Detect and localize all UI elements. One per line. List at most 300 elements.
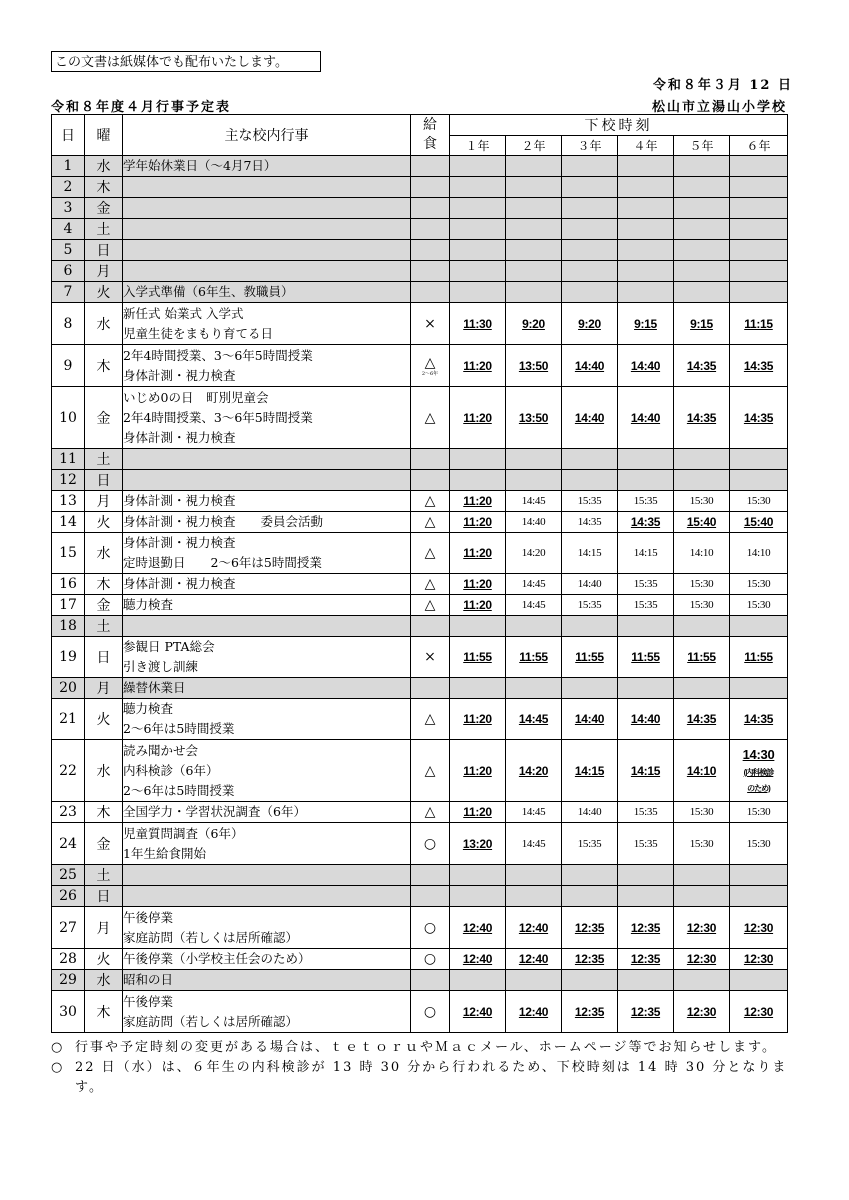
time-value: 11:15 [744, 316, 773, 331]
dismissal-time [562, 574, 618, 595]
weekday: 火 [85, 949, 123, 970]
events-cell [123, 886, 411, 907]
weekday: 月 [85, 907, 123, 949]
note-item [51, 1058, 799, 1098]
dismissal-time [506, 533, 562, 574]
events-cell [123, 156, 411, 177]
dismissal-time [618, 616, 674, 637]
time-value: 14:40 [574, 712, 605, 726]
time-value: 12:40 [462, 952, 493, 966]
dismissal-time [506, 198, 562, 219]
event-line: 引き渡し訓練 [123, 659, 199, 674]
lunch-cell [411, 907, 450, 949]
dismissal-time [562, 491, 618, 512]
lunch-cell [411, 198, 450, 219]
dismissal-time [674, 637, 730, 678]
time-value: 14:35 [743, 358, 774, 373]
time-value: 15:30 [689, 599, 714, 611]
weekday: 木 [85, 574, 123, 595]
time-value: 11:20 [463, 494, 492, 508]
dismissal-time [674, 699, 730, 740]
event-line: 聴力検査 [123, 701, 174, 716]
notes [51, 1038, 799, 1098]
time-value: 15:35 [633, 578, 658, 590]
day-number: 6 [52, 261, 85, 282]
dismissal-time [674, 177, 730, 198]
dismissal-time [450, 512, 506, 533]
time-value: 14:45 [518, 712, 549, 726]
lunch-cell [411, 491, 450, 512]
time-value: 11:55 [519, 650, 548, 664]
note-text: 22 日（水）は、６年生の内科検診が 13 時 30 分から行われるため、下校時刻は 14 時 30 分となります。 [75, 1060, 788, 1095]
dismissal-time [674, 240, 730, 261]
time-value: 15:35 [577, 837, 602, 850]
issue-date: 令和８年３月 12 日 [652, 78, 793, 93]
time-value: 12:35 [574, 1004, 605, 1019]
dismissal-time [562, 991, 618, 1033]
dismissal-time [562, 823, 618, 865]
time-value: 13:50 [518, 410, 549, 425]
time-value: 14:35 [686, 712, 717, 726]
dismissal-time [618, 949, 674, 970]
dismissal-time [730, 261, 788, 282]
dismissal-time [730, 907, 788, 949]
dismissal-time [618, 449, 674, 470]
dismissal-time [450, 595, 506, 616]
time-value: 11:30 [463, 316, 492, 331]
lunch-cell [411, 699, 450, 740]
dismissal-time [674, 345, 730, 387]
dismissal-time [450, 156, 506, 177]
time-value: 11:20 [463, 763, 492, 778]
schedule-row [52, 970, 788, 991]
events-cell [123, 177, 411, 198]
dismissal-time [618, 512, 674, 533]
time-value: 14:40 [577, 578, 602, 590]
time-value: 11:20 [463, 598, 492, 612]
dismissal-time [506, 574, 562, 595]
event-line: 2～6年は5時間授業 [123, 721, 235, 736]
day-number: 11 [52, 449, 85, 470]
dismissal-time [450, 282, 506, 303]
event-line: 2年4時間授業、3～6年5時間授業 [123, 347, 313, 363]
time-value: 11:55 [687, 650, 716, 664]
dismissal-time [618, 198, 674, 219]
dismissal-time [674, 261, 730, 282]
time-value: 14:15 [630, 763, 661, 778]
time-value: 14:40 [630, 358, 661, 373]
dismissal-time [562, 970, 618, 991]
events-cell [123, 491, 411, 512]
time-value: 11:20 [463, 515, 492, 529]
dismissal-time [674, 949, 730, 970]
schedule-row [52, 886, 788, 907]
header-events: 主な校内行事 [123, 115, 411, 156]
events-cell [123, 219, 411, 240]
time-value: 14:45 [521, 837, 546, 850]
event-line: 午後停業 [123, 909, 174, 925]
events-cell [123, 449, 411, 470]
lunch-mark: × [424, 315, 436, 332]
event-line: 繰替休業日 [123, 680, 186, 695]
dismissal-time [450, 970, 506, 991]
dismissal-time [506, 449, 562, 470]
dismissal-time [618, 740, 674, 802]
dismissal-time [506, 512, 562, 533]
day-number: 22 [52, 740, 85, 802]
weekday: 火 [85, 699, 123, 740]
schedule-row [52, 907, 788, 949]
day-number: 4 [52, 219, 85, 240]
dismissal-time [506, 637, 562, 678]
events-cell [123, 949, 411, 970]
time-value: 15:30 [746, 806, 771, 818]
lunch-mark: ○ [423, 951, 437, 967]
schedule-row [52, 616, 788, 637]
dismissal-time [618, 802, 674, 823]
dismissal-time [450, 470, 506, 491]
time-value: 14:40 [630, 410, 661, 425]
day-number: 16 [52, 574, 85, 595]
time-value: 12:40 [518, 920, 549, 935]
lunch-cell [411, 616, 450, 637]
events-cell [123, 512, 411, 533]
dismissal-time [618, 823, 674, 865]
time-value: 14:10 [746, 547, 771, 559]
time-value: 11:20 [463, 358, 492, 373]
dismissal-time [730, 637, 788, 678]
event-line: 身体計測・視力検査 [123, 576, 236, 591]
dismissal-time [674, 823, 730, 865]
dismissal-time [450, 240, 506, 261]
schedule-row [52, 449, 788, 470]
dismissal-time [506, 865, 562, 886]
time-value: 9:15 [634, 316, 657, 331]
event-line: 昭和の日 [123, 972, 174, 987]
day-number: 1 [52, 156, 85, 177]
dismissal-time [674, 802, 730, 823]
lunch-cell [411, 970, 450, 991]
dismissal-time [618, 303, 674, 345]
dismissal-time [618, 595, 674, 616]
day-number: 27 [52, 907, 85, 949]
dismissal-time [730, 740, 788, 802]
events-cell [123, 616, 411, 637]
dismissal-time [618, 345, 674, 387]
time-value: 14:15 [577, 547, 602, 559]
day-number: 3 [52, 198, 85, 219]
lunch-mark: × [424, 649, 436, 665]
dismissal-time [562, 533, 618, 574]
weekday: 木 [85, 802, 123, 823]
dismissal-time [450, 303, 506, 345]
events-cell [123, 907, 411, 949]
header-grade-6: ６年 [730, 136, 788, 156]
event-line: いじめ0の日 町別児童会 [123, 389, 269, 405]
events-cell [123, 637, 411, 678]
weekday: 金 [85, 387, 123, 449]
schedule-row [52, 470, 788, 491]
dismissal-time [730, 282, 788, 303]
time-value: 14:40 [521, 516, 546, 528]
dismissal-time [506, 886, 562, 907]
dismissal-time [618, 865, 674, 886]
dismissal-time [618, 637, 674, 678]
events-cell [123, 595, 411, 616]
weekday: 木 [85, 345, 123, 387]
weekday: 月 [85, 678, 123, 699]
dismissal-time [618, 533, 674, 574]
time-value: 15:35 [633, 837, 658, 850]
dismissal-time [450, 198, 506, 219]
dismissal-time [730, 616, 788, 637]
lunch-cell [411, 533, 450, 574]
event-line: 聴力検査 [123, 597, 174, 612]
day-number: 5 [52, 240, 85, 261]
dismissal-time [674, 156, 730, 177]
dismissal-time [506, 470, 562, 491]
day-number: 12 [52, 470, 85, 491]
time-value: 12:30 [743, 920, 774, 935]
event-line: 参観日 PTA総会 [123, 639, 215, 654]
dismissal-time [450, 678, 506, 699]
dismissal-time [562, 865, 618, 886]
event-line: 2年4時間授業、3～6年5時間授業 [123, 409, 313, 425]
schedule-row [52, 595, 788, 616]
time-value: 11:20 [463, 577, 492, 591]
dismissal-time [506, 699, 562, 740]
weekday: 日 [85, 886, 123, 907]
dismissal-time [730, 865, 788, 886]
lunch-cell [411, 802, 450, 823]
weekday: 水 [85, 740, 123, 802]
events-cell [123, 240, 411, 261]
day-number: 23 [52, 802, 85, 823]
dismissal-time [674, 491, 730, 512]
dismissal-time [674, 907, 730, 949]
dismissal-time [730, 574, 788, 595]
dismissal-time [506, 616, 562, 637]
dismissal-time [618, 219, 674, 240]
dismissal-time [674, 198, 730, 219]
dismissal-time [506, 303, 562, 345]
dismissal-time [562, 886, 618, 907]
dismissal-time [450, 491, 506, 512]
event-line: 1年生給食開始 [123, 845, 206, 861]
dismissal-time [506, 595, 562, 616]
event-line: 2～6年は5時間授業 [123, 782, 235, 798]
dismissal-time [562, 470, 618, 491]
time-value: 14:35 [743, 712, 774, 726]
dismissal-time [562, 449, 618, 470]
time-value: 14:20 [521, 547, 546, 559]
time-value: 14:40 [574, 410, 605, 425]
time-value: 14:10 [686, 763, 717, 778]
lunch-mark: △ [424, 711, 436, 727]
lunch-mark: △ [424, 514, 436, 530]
event-line: 身体計測・視力検査 [123, 535, 236, 550]
dismissal-time [506, 678, 562, 699]
weekday: 金 [85, 198, 123, 219]
dismissal-time [618, 387, 674, 449]
dismissal-time [450, 991, 506, 1033]
dismissal-time [562, 240, 618, 261]
time-value: 12:35 [574, 920, 605, 935]
dismissal-time [618, 678, 674, 699]
dismissal-time [506, 907, 562, 949]
schedule-row [52, 802, 788, 823]
header-grade-5: ５年 [674, 136, 730, 156]
event-line: 午後停業 [123, 993, 174, 1009]
events-cell [123, 823, 411, 865]
time-value: 11:55 [744, 650, 773, 664]
note-mark: ○ [51, 1060, 65, 1075]
day-number: 21 [52, 699, 85, 740]
event-line: 入学式準備（6年生、教職員） [123, 284, 294, 299]
lunch-cell [411, 823, 450, 865]
time-value: 11:55 [463, 650, 492, 664]
day-number: 20 [52, 678, 85, 699]
schedule-row [52, 533, 788, 574]
note-item [51, 1038, 799, 1058]
dismissal-time [618, 261, 674, 282]
weekday: 月 [85, 261, 123, 282]
dismissal-time [562, 595, 618, 616]
dismissal-time [730, 970, 788, 991]
dismissal-time [730, 802, 788, 823]
dismissal-time [674, 865, 730, 886]
dismissal-time [562, 219, 618, 240]
dismissal-time [730, 678, 788, 699]
event-line: 全国学力・学習状況調査（6年） [123, 804, 306, 819]
schedule-row [52, 823, 788, 865]
schedule-row [52, 345, 788, 387]
dismissal-time [674, 387, 730, 449]
time-value: 14:15 [574, 763, 605, 778]
weekday: 水 [85, 303, 123, 345]
time-value: 14:20 [518, 763, 549, 778]
dismissal-time [730, 991, 788, 1033]
dismissal-time [618, 886, 674, 907]
day-number: 18 [52, 616, 85, 637]
lunch-cell [411, 282, 450, 303]
dismissal-time [450, 886, 506, 907]
dismissal-time [674, 512, 730, 533]
dismissal-time [562, 345, 618, 387]
dismissal-time [674, 991, 730, 1033]
time-value: 12:40 [462, 920, 493, 935]
events-cell [123, 387, 411, 449]
schedule-row [52, 198, 788, 219]
dismissal-time [562, 802, 618, 823]
day-number: 8 [52, 303, 85, 345]
schedule-row [52, 574, 788, 595]
header-weekday: 曜 [85, 115, 123, 156]
lunch-mark: ○ [423, 835, 437, 852]
dismissal-time [506, 282, 562, 303]
dismissal-time [730, 198, 788, 219]
time-value: 15:35 [577, 599, 602, 611]
dismissal-time [450, 699, 506, 740]
time-note: のため) [747, 783, 770, 793]
dismissal-time [674, 533, 730, 574]
time-value: 14:10 [689, 547, 714, 559]
note-mark: ○ [51, 1040, 65, 1055]
dismissal-time [506, 345, 562, 387]
events-cell [123, 303, 411, 345]
dismissal-time [674, 282, 730, 303]
dismissal-time [562, 637, 618, 678]
lunch-mark: △ [424, 354, 436, 371]
dismissal-time [506, 156, 562, 177]
dismissal-time [562, 261, 618, 282]
time-value: 12:30 [686, 1004, 717, 1019]
schedule-row [52, 949, 788, 970]
events-cell [123, 470, 411, 491]
event-line: 午後停業（小学校主任会のため） [123, 951, 311, 966]
lunch-mark: △ [424, 493, 436, 509]
schedule-row [52, 740, 788, 802]
dismissal-time [618, 240, 674, 261]
day-number: 26 [52, 886, 85, 907]
weekday: 日 [85, 470, 123, 491]
time-value: 15:40 [743, 515, 774, 529]
lunch-cell [411, 303, 450, 345]
lunch-mark: ○ [423, 1003, 437, 1020]
lunch-mark: △ [424, 545, 436, 561]
schedule-row [52, 156, 788, 177]
events-cell [123, 345, 411, 387]
events-cell [123, 533, 411, 574]
time-value: 15:35 [633, 806, 658, 818]
time-value: 15:35 [633, 599, 658, 611]
event-line: 身体計測・視力検査 [123, 367, 236, 383]
schedule-row [52, 637, 788, 678]
dismissal-time [562, 303, 618, 345]
dismissal-time [506, 387, 562, 449]
schedule-row [52, 865, 788, 886]
dismissal-time [562, 616, 618, 637]
lunch-cell [411, 595, 450, 616]
event-line: 家庭訪問（若しくは居所確認） [123, 1013, 299, 1029]
paper-notice: この文書は紙媒体でも配布いたします。 [51, 51, 321, 72]
dismissal-time [450, 907, 506, 949]
dismissal-time [730, 699, 788, 740]
weekday: 土 [85, 865, 123, 886]
time-value: 15:40 [686, 515, 717, 529]
time-value: 14:45 [521, 806, 546, 818]
dismissal-time [450, 345, 506, 387]
lunch-cell [411, 387, 450, 449]
weekday: 金 [85, 823, 123, 865]
dismissal-time [674, 886, 730, 907]
dismissal-time [674, 470, 730, 491]
time-value: 14:15 [633, 547, 658, 559]
dismissal-time [506, 240, 562, 261]
dismissal-time [562, 740, 618, 802]
lunch-cell [411, 449, 450, 470]
events-cell [123, 261, 411, 282]
dismissal-time [450, 616, 506, 637]
dismissal-time [618, 470, 674, 491]
header-grade-3: ３年 [562, 136, 618, 156]
day-number: 29 [52, 970, 85, 991]
lunch-cell [411, 637, 450, 678]
dismissal-time [450, 533, 506, 574]
dismissal-time [618, 970, 674, 991]
event-line: 新任式 始業式 入学式 [123, 305, 244, 321]
day-number: 15 [52, 533, 85, 574]
